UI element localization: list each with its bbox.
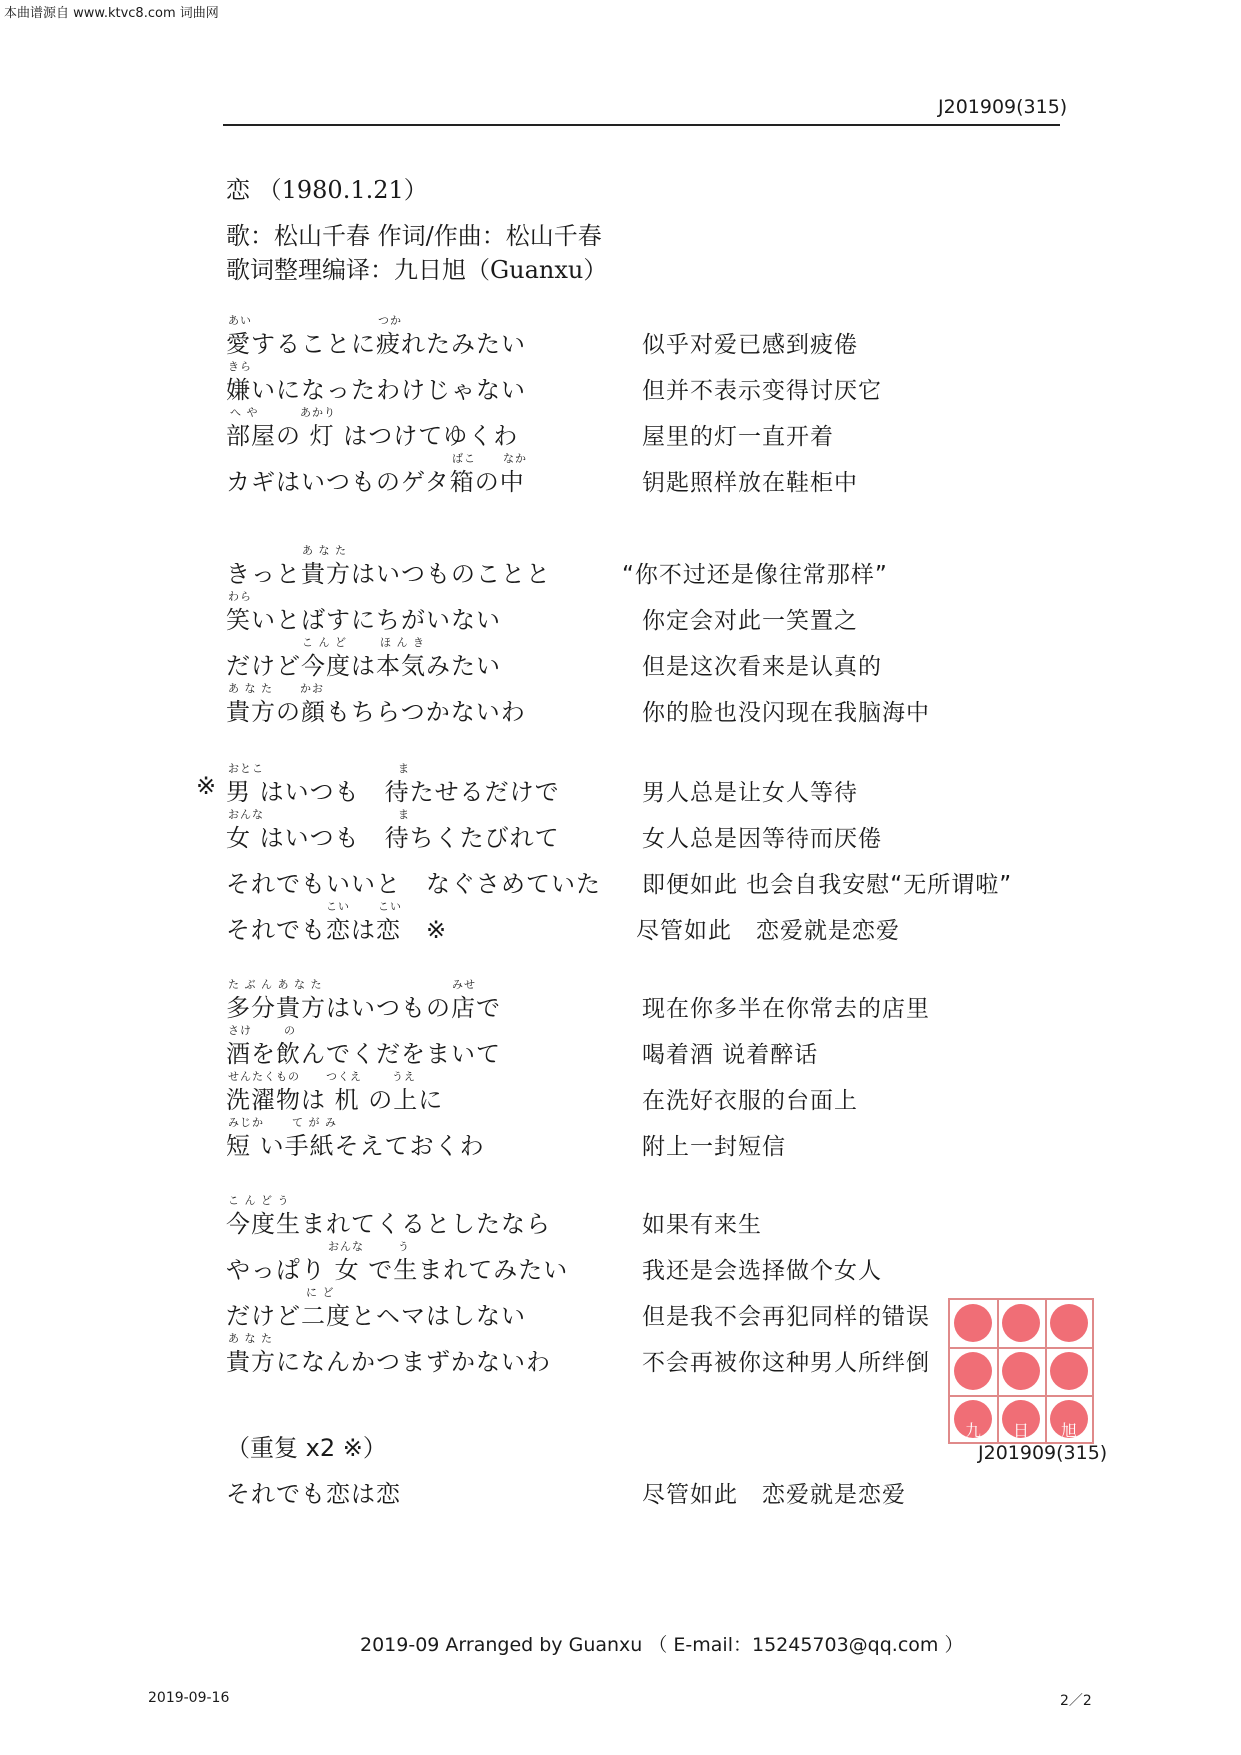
page-number: 2／2 <box>1060 1693 1092 1709</box>
lyric-cn: 但并不表示变得讨厌它 <box>642 378 882 404</box>
lyric-cn: 尽管如此 恋爱就是恋爱 <box>636 918 900 944</box>
translator-credit: 歌词整理编译：九日旭（Guanxu） <box>226 256 608 284</box>
ruby-text: こい <box>378 900 402 913</box>
lyric-jp: それでもいいと なぐさめていた <box>226 870 601 898</box>
ruby-text: ま <box>398 762 410 775</box>
ruby-text: さけ <box>228 1024 252 1037</box>
lyric-cn: 附上一封短信 <box>642 1134 786 1160</box>
lyric-cn: 屋里的灯一直开着 <box>642 424 834 450</box>
lyric-jp: 男 はいつも 待たせるだけで <box>226 778 560 806</box>
footer-date: 2019-09-16 <box>148 1690 230 1706</box>
lyric-jp: だけど二度とヘマはしない <box>226 1302 526 1330</box>
ruby-text: つくえ <box>326 1070 362 1083</box>
stamp-grid-line <box>950 1395 1092 1397</box>
stamp-grid-line <box>950 1347 1092 1349</box>
lyric-jp: 多分貴方はいつもの店で <box>226 994 501 1022</box>
stamp-grid-line <box>1045 1300 1047 1442</box>
lyric-cn: 但是这次看来是认真的 <box>642 654 882 680</box>
ruby-text: なか <box>503 452 527 465</box>
stamp-dot <box>1050 1304 1088 1342</box>
lyric-jp: 笑いとばすにちがいない <box>226 606 501 634</box>
ruby-text: た ぶ ん あ な た <box>228 978 323 991</box>
stamp-char: 九 <box>965 1421 982 1440</box>
lyric-jp: 貴方になんかつまずかないわ <box>226 1348 551 1376</box>
lyric-jp: だけど今度は本気みたい <box>226 652 501 680</box>
ruby-text: あい <box>228 314 252 327</box>
lyric-cn: 喝着酒 说着醉话 <box>642 1042 819 1068</box>
lyric-jp: それでも恋は恋 ※ <box>226 916 448 944</box>
ruby-text: おとこ <box>228 762 264 775</box>
ruby-text: こい <box>326 900 350 913</box>
ruby-text: みせ <box>452 978 476 991</box>
lyric-jp: それでも恋は恋 <box>226 1480 401 1508</box>
lyric-cn: 不会再被你这种男人所绊倒 <box>642 1350 930 1376</box>
ruby-text: おんな <box>328 1240 364 1253</box>
ruby-text: ほ ん き <box>380 636 425 649</box>
lyric-cn: “你不过还是像往常那样” <box>622 562 888 588</box>
lyric-jp: 酒を飲んでくだをまいて <box>226 1040 501 1068</box>
lyric-jp: 部屋の 灯 はつけてゆくわ <box>226 422 519 450</box>
repeat-note: （重复 x2 ※） <box>226 1434 387 1462</box>
lyric-cn: 现在你多半在你常去的店里 <box>642 996 930 1022</box>
stamp-dot <box>1002 1304 1040 1342</box>
lyric-jp: きっと貴方はいつものことと <box>226 560 551 588</box>
chorus-mark: ※ <box>196 772 217 800</box>
stamp-char: 旭 <box>1061 1421 1078 1440</box>
ruby-text: う <box>398 1240 410 1253</box>
stamp-code: J201909(315) <box>978 1442 1108 1464</box>
ruby-text: あ な た <box>302 544 347 557</box>
lyric-jp: 愛することに疲れたみたい <box>226 330 526 358</box>
lyric-jp: カギはいつものゲタ箱の中 <box>226 468 525 496</box>
lyric-cn: 但是我不会再犯同样的错误 <box>642 1304 930 1330</box>
ruby-text: こ ん ど う <box>228 1194 290 1207</box>
lyric-cn: 女人总是因等待而厌倦 <box>642 826 882 852</box>
ruby-text: おんな <box>228 808 264 821</box>
ruby-text: へ や <box>230 406 259 419</box>
ruby-text: あ な た <box>228 1332 273 1345</box>
ruby-text: ばこ <box>452 452 476 465</box>
ruby-text: つか <box>378 314 402 327</box>
ruby-text: こ ん ど <box>302 636 347 649</box>
footer-arranged: 2019-09 Arranged by Guanxu （ E-mail：15245703@qq.com ） <box>360 1634 964 1656</box>
ruby-text: に ど <box>306 1286 335 1299</box>
lyric-cn: 如果有来生 <box>642 1212 762 1238</box>
ruby-text: ま <box>398 808 410 821</box>
lyric-cn: 你的脸也没闪现在我脑海中 <box>642 700 930 726</box>
ruby-text: きら <box>228 360 252 373</box>
ruby-text: かお <box>300 682 324 695</box>
lyric-jp: 女 はいつも 待ちくたびれて <box>226 824 560 852</box>
song-credits: 歌：松山千春 作词/作曲：松山千春 <box>226 222 602 250</box>
lyric-jp: やっぱり 女 で生まれてみたい <box>226 1256 569 1284</box>
lyric-jp: 洗濯物は 机 の上に <box>226 1086 444 1114</box>
lyric-cn: 我还是会选择做个女人 <box>642 1258 882 1284</box>
source-note: 本曲谱源自 www.ktvc8.com 词曲网 <box>4 6 219 21</box>
ruby-text: の <box>284 1024 296 1037</box>
lyric-jp: 短 い手紙そえておくわ <box>226 1132 485 1160</box>
header-rule <box>223 124 1060 126</box>
stamp-dot <box>954 1352 992 1390</box>
ruby-text: みじか <box>228 1116 264 1129</box>
stamp-dot <box>954 1304 992 1342</box>
lyric-cn: 尽管如此 恋爱就是恋爱 <box>642 1482 906 1508</box>
stamp-grid-line <box>997 1300 999 1442</box>
ruby-text: うえ <box>392 1070 416 1083</box>
ruby-text: あかり <box>300 406 336 419</box>
song-title: 恋 （1980.1.21） <box>226 176 428 204</box>
ruby-text: て が み <box>292 1116 337 1129</box>
lyric-cn: 似乎对爱已感到疲倦 <box>642 332 858 358</box>
header-code: J201909(315) <box>938 96 1068 118</box>
lyric-cn: 即便如此 也会自我安慰“无所谓啦” <box>642 872 1013 898</box>
lyric-cn: 你定会对此一笑置之 <box>642 608 858 634</box>
ruby-text: わら <box>228 590 252 603</box>
stamp-char: 日 <box>1013 1421 1030 1440</box>
seal-stamp <box>948 1298 1094 1444</box>
stamp-dot <box>1050 1352 1088 1390</box>
lyric-jp: 今度生まれてくるとしたなら <box>226 1210 551 1238</box>
lyric-cn: 在洗好衣服的台面上 <box>642 1088 858 1114</box>
lyric-jp: 貴方の顔もちらつかないわ <box>226 698 526 726</box>
lyric-jp: 嫌いになったわけじゃない <box>226 376 526 404</box>
ruby-text: あ な た <box>228 682 273 695</box>
lyric-cn: 钥匙照样放在鞋柜中 <box>642 470 858 496</box>
ruby-text: せんたくもの <box>228 1070 300 1083</box>
stamp-dot <box>1002 1352 1040 1390</box>
lyric-cn: 男人总是让女人等待 <box>642 780 858 806</box>
